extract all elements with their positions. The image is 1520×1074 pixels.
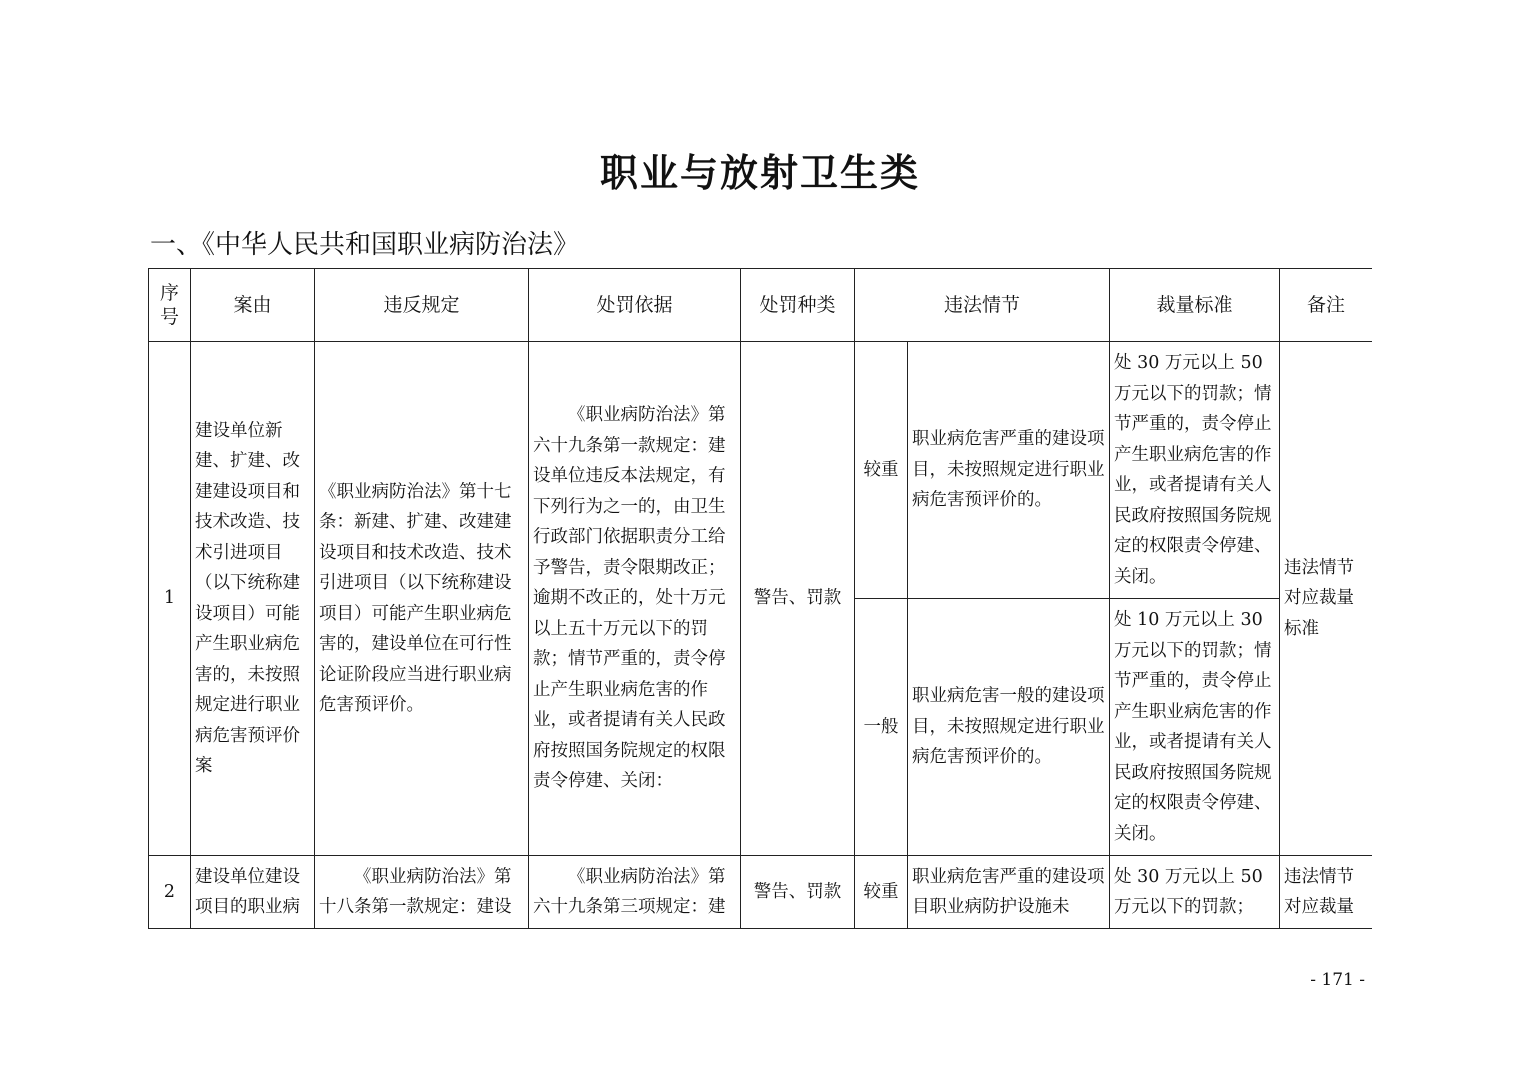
row1-note: 违法情节对应裁量标准: [1280, 342, 1372, 856]
penalty-table-container: [148, 268, 1372, 929]
row1-case: 建设单位新建、扩建、改建建设项目和技术改造、技术引进项目（以下统称建设项目）可能产生职业病危害的，未按照规定进行职业病危害预评价案: [191, 342, 315, 856]
row2-note: 违法情节对应裁量: [1280, 856, 1372, 929]
row1-circumstance-2: 职业病危害一般的建设项目，未按照规定进行职业病危害预评价的。: [908, 599, 1110, 856]
header-standard: 裁量标准: [1110, 269, 1280, 342]
penalty-table: [148, 268, 1372, 929]
row1-seq: 1: [149, 342, 191, 856]
row2-standard: 处 30 万元以上 50 万元以下的罚款；: [1110, 856, 1280, 929]
page-title: 职业与放射卫生类: [599, 151, 920, 195]
row1-violation: 《职业病防治法》第十七条：新建、扩建、改建建设项目和技术改造、技术引进项目（以下统称建设项目）可能产生职业病危害的，建设单位在可行性论证阶段应当进行职业病危害预评价。: [315, 342, 529, 856]
page-number: - 171 -: [1310, 970, 1365, 990]
row1-level-1: 较重: [855, 342, 908, 599]
header-note: 备注: [1280, 269, 1372, 342]
header-circumstance: 违法情节: [855, 269, 1110, 342]
row1-standard-2: 处 10 万元以上 30 万元以下的罚款；情节严重的，责令停止产生职业病危害的作业，或者提请有关人民政府按照国务院规定的权限责令停建、关闭。: [1110, 599, 1280, 856]
header-violation: 违反规定: [315, 269, 529, 342]
row2-level: 较重: [855, 856, 908, 929]
row1-circumstance-1: 职业病危害严重的建设项目，未按照规定进行职业病危害预评价的。: [908, 342, 1110, 599]
row1-standard-1: 处 30 万元以上 50 万元以下的罚款；情节严重的，责令停止产生职业病危害的作业，或者提请有关人民政府按照国务院规定的权限责令停建、关闭。: [1110, 342, 1280, 599]
row2-circumstance: 职业病危害严重的建设项目职业病防护设施未: [908, 856, 1110, 929]
row2-basis: 《职业病防治法》第六十九条第三项规定：建: [529, 856, 741, 929]
row1-level-2: 一般: [855, 599, 908, 856]
row2-violation: 《职业病防治法》第十八条第一款规定：建设: [315, 856, 529, 929]
row2-penalty-type: 警告、罚款: [741, 856, 855, 929]
table-row: [149, 342, 1373, 599]
table-header-row: [149, 269, 1373, 342]
header-penalty-type: 处罚种类: [741, 269, 855, 342]
header-case: 案由: [191, 269, 315, 342]
header-seq: 序 号: [149, 269, 191, 342]
row2-seq: 2: [149, 856, 191, 929]
row2-case: 建设单位建设项目的职业病: [191, 856, 315, 929]
row1-basis: 《职业病防治法》第六十九条第一款规定：建设单位违反本法规定，有下列行为之一的，由卫生行政部门依据职责分工给予警告，责令限期改正；逾期不改正的，处十万元以上五十万元以下的罚款；情节严重的，责令停止产生职业病危害的作业，或者提请有关人民政府按照国务院规定的权限责令停建、关闭：: [529, 342, 741, 856]
section-heading: 一、《中华人民共和国职业病防治法》: [150, 230, 580, 260]
row1-penalty-type: 警告、罚款: [741, 342, 855, 856]
header-basis: 处罚依据: [529, 269, 741, 342]
table-row: [149, 856, 1373, 929]
